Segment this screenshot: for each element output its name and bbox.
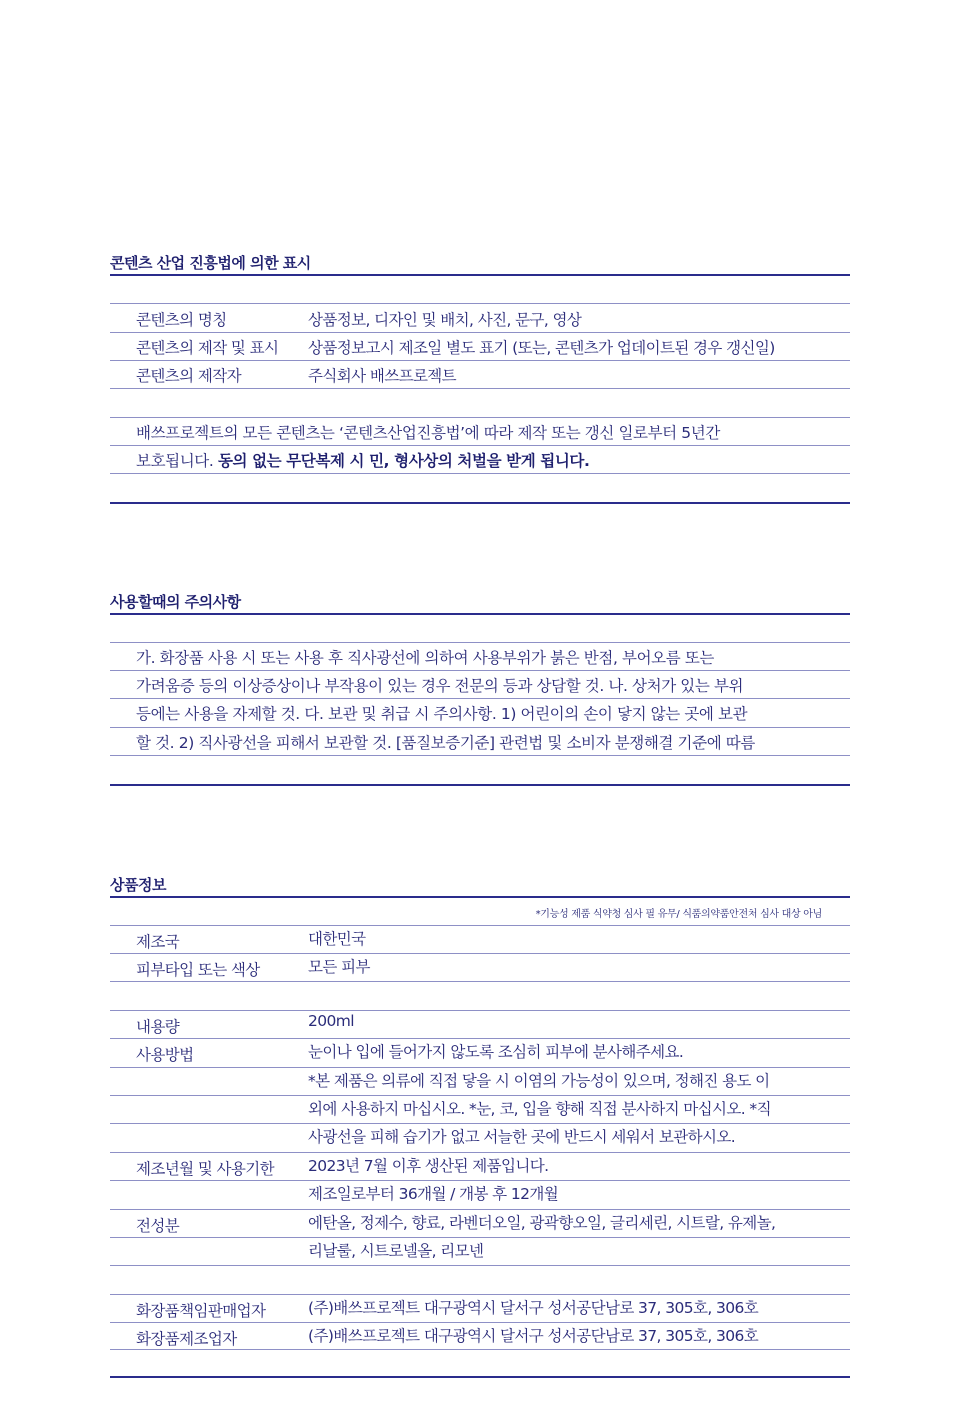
row-value: 리날룰, 시트로넬올, 리모넨 <box>308 1242 484 1260</box>
row-line <box>110 1180 850 1181</box>
paragraph-normal-text: 보호됩니다. <box>136 452 214 470</box>
row-value: 주식회사 배쓰프로젝트 <box>308 367 457 385</box>
functional-product-note: *기능성 제품 식약청 심사 필 유무/ 식품의약품안전처 심사 대상 아님 <box>535 909 822 920</box>
row-line <box>110 727 850 728</box>
section-title: 사용할때의 주의사항 <box>110 593 241 611</box>
row-value: 외에 사용하지 마십시오. *눈, 코, 입을 향해 직접 분사하지 마십시오. *직 <box>308 1100 771 1118</box>
caution-section <box>110 590 850 790</box>
row-line <box>110 1349 850 1350</box>
row-label: 피부타입 또는 색상 <box>136 961 260 979</box>
caution-line: 할 것. 2) 직사광선을 피해서 보관할 것. [품질보증기준] 관련법 및 소비자 분쟁해결 기준에 따름 <box>136 734 755 752</box>
row-line <box>110 1010 850 1011</box>
section-end-rule <box>110 784 850 786</box>
row-line <box>110 1265 850 1266</box>
section-end-rule <box>110 1376 850 1378</box>
row-line <box>110 1067 850 1068</box>
paragraph-bold-warning: 동의 없는 무단복제 시 민, 형사상의 처벌을 받게 됩니다. <box>217 452 590 470</box>
row-line <box>110 1095 850 1096</box>
row-value: 2023년 7월 이후 생산된 제품입니다. <box>308 1157 549 1175</box>
section-title: 상품정보 <box>110 876 166 894</box>
row-value: (주)배쓰프로젝트 대구광역시 달서구 성서공단남로 37, 305호, 306호 <box>308 1299 759 1317</box>
row-line <box>110 1294 850 1295</box>
caution-line: 가려움증 등의 이상증상이나 부작용이 있는 경우 전문의 등과 상담할 것. 나. 상처가 있는 부위 <box>136 677 744 695</box>
title-rule <box>110 274 850 276</box>
row-value: 에탄올, 정제수, 향료, 라벤더오일, 광곽향오일, 글리세린, 시트랄, 유제놀, <box>308 1214 776 1232</box>
row-line <box>110 981 850 982</box>
row-line <box>110 1152 850 1153</box>
row-line <box>110 1209 850 1210</box>
row-line <box>110 360 850 361</box>
row-line <box>110 1123 850 1124</box>
content-notice-section <box>110 250 850 506</box>
row-line <box>110 1322 850 1323</box>
row-line <box>110 1038 850 1039</box>
row-line <box>110 755 850 756</box>
row-line <box>110 303 850 304</box>
section-title: 콘텐츠 산업 진흥법에 의한 표시 <box>110 254 311 272</box>
row-line <box>110 642 850 643</box>
copyright-paragraph-line: 배쓰프로젝트의 모든 콘텐츠는 ‘콘텐츠산업진흥법’에 따라 제작 또는 갱신 일로부터 5년간 <box>136 424 720 442</box>
row-line <box>110 670 850 671</box>
caution-line: 등에는 사용을 자제할 것. 다. 보관 및 취급 시 주의사항. 1) 어린이의 손이 닿지 않는 곳에 보관 <box>136 705 748 723</box>
row-label: 콘텐츠의 명칭 <box>136 311 227 329</box>
row-label: 전성분 <box>136 1217 180 1235</box>
section-end-rule <box>110 502 850 504</box>
row-label: 화장품제조업자 <box>136 1330 237 1348</box>
copyright-paragraph-line <box>136 449 590 471</box>
title-rule <box>110 613 850 615</box>
row-value: 모든 피부 <box>308 958 370 976</box>
row-value: 대한민국 <box>308 930 366 948</box>
row-line <box>110 698 850 699</box>
row-value: 사광선을 피해 습기가 없고 서늘한 곳에 반드시 세워서 보관하시오. <box>308 1128 736 1146</box>
row-line <box>110 925 850 926</box>
row-line <box>110 953 850 954</box>
row-label: 제조년월 및 사용기한 <box>136 1160 275 1178</box>
row-label: 사용방법 <box>136 1046 194 1064</box>
row-line <box>110 445 850 446</box>
row-line <box>110 1237 850 1238</box>
row-value: 200ml <box>308 1012 354 1030</box>
title-rule <box>110 896 850 898</box>
row-label: 콘텐츠의 제작자 <box>136 367 241 385</box>
caution-line: 가. 화장품 사용 시 또는 사용 후 직사광선에 의하여 사용부위가 붉은 반점, 부어오름 또는 <box>136 649 714 667</box>
row-line <box>110 473 850 474</box>
row-line <box>110 332 850 333</box>
row-line <box>110 388 850 389</box>
row-value: 눈이나 입에 들어가지 않도록 조심히 피부에 분사해주세요. <box>308 1043 684 1061</box>
row-label: 콘텐츠의 제작 및 표시 <box>136 339 279 357</box>
row-value: *본 제품은 의류에 직접 닿을 시 이염의 가능성이 있으며, 정해진 용도 이 <box>308 1072 770 1090</box>
row-value: 상품정보, 디자인 및 배치, 사진, 문구, 영상 <box>308 311 582 329</box>
row-line <box>110 417 850 418</box>
row-label: 내용량 <box>136 1018 180 1036</box>
row-label: 제조국 <box>136 933 180 951</box>
row-label: 화장품책임판매업자 <box>136 1302 266 1320</box>
row-value: 제조일로부터 36개월 / 개봉 후 12개월 <box>308 1185 559 1203</box>
row-value: 상품정보고시 제조일 별도 표기 (또는, 콘텐츠가 업데이트된 경우 갱신일) <box>308 339 775 357</box>
product-info-section <box>110 873 850 1383</box>
row-value: (주)배쓰프로젝트 대구광역시 달서구 성서공단남로 37, 305호, 306호 <box>308 1327 759 1345</box>
